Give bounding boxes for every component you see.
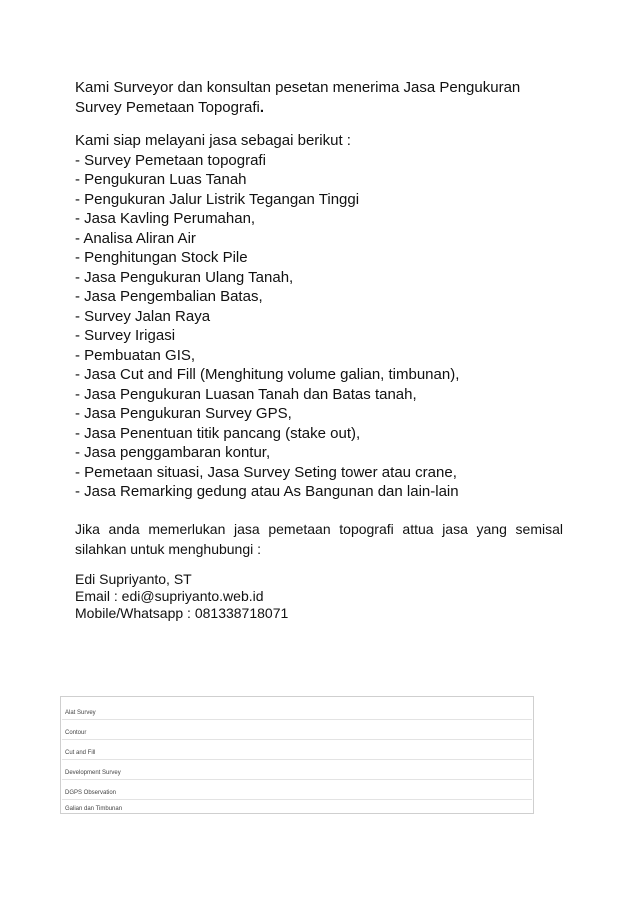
service-item: - Jasa Pengembalian Batas, bbox=[75, 288, 263, 305]
service-item: - Jasa Pengukuran Luasan Tanah dan Batas tanah, bbox=[75, 385, 417, 403]
intro-line-1: Kami Surveyor dan konsultan pesetan menerima Jasa Pengukuran bbox=[75, 79, 521, 96]
service-item: - Survey Jalan Raya bbox=[75, 307, 211, 325]
service-item: - Pengukuran Luas Tanah bbox=[75, 171, 247, 188]
contact-name: Edi Supriyanto, ST bbox=[75, 571, 192, 587]
tag-divider bbox=[62, 779, 532, 780]
service-item: - Jasa Pengukuran Survey GPS, bbox=[75, 405, 292, 422]
service-item: - Pembuatan GIS, bbox=[75, 346, 196, 364]
tag-divider bbox=[62, 719, 532, 720]
contact-request-paragraph bbox=[75, 519, 563, 559]
service-item: - Jasa Kavling Perumahan, bbox=[75, 210, 256, 227]
service-item: - Jasa Penentuan titik pancang (stake out), bbox=[75, 424, 361, 442]
service-item: - Jasa Pengukuran Ulang Tanah, bbox=[75, 268, 294, 286]
tag-item[interactable]: DGPS Observation bbox=[65, 790, 117, 796]
service-item: - Jasa Remarking gedung atau As Bangunan dan lain-lain bbox=[75, 483, 459, 500]
service-item: - Survey Pemetaan topografi bbox=[75, 151, 266, 169]
tag-divider bbox=[62, 739, 532, 740]
services-section bbox=[75, 131, 563, 502]
tag-item[interactable]: Cut and Fill bbox=[65, 750, 96, 756]
tag-item[interactable]: Alat Survey bbox=[65, 710, 96, 716]
service-item: - Pengukuran Jalur Listrik Tegangan Tinggi bbox=[75, 190, 360, 208]
tag-divider bbox=[62, 799, 532, 800]
tag-item[interactable]: Galian dan Timbunan bbox=[65, 806, 123, 812]
tag-list-box bbox=[60, 696, 534, 814]
intro-line-2 bbox=[75, 98, 563, 118]
service-item: - Survey Irigasi bbox=[75, 327, 176, 344]
contact-request-text: Jika anda memerlukan jasa pemetaan topografi attua jasa yang semisal silahkan untuk menghubungi : bbox=[75, 521, 563, 557]
services-list bbox=[75, 151, 563, 502]
service-item: - Penghitungan Stock Pile bbox=[75, 249, 248, 266]
intro-line-2-period: . bbox=[259, 98, 265, 116]
intro-line-2-text: Survey Pemetaan Topografi bbox=[75, 98, 260, 116]
intro-paragraph bbox=[75, 78, 563, 117]
service-item: - Analisa Aliran Air bbox=[75, 229, 196, 247]
service-item: - Pemetaan situasi, Jasa Survey Seting tower atau crane, bbox=[75, 463, 457, 481]
service-item: - Jasa Cut and Fill (Menghitung volume galian, timbunan), bbox=[75, 366, 460, 383]
services-heading: Kami siap melayani jasa sebagai berikut : bbox=[75, 132, 351, 149]
contact-info bbox=[75, 571, 563, 622]
contact-email: Email : edi@supriyanto.web.id bbox=[75, 588, 264, 604]
tag-item[interactable]: Development Survey bbox=[65, 770, 121, 776]
tag-item[interactable]: Contour bbox=[65, 730, 87, 736]
service-item: - Jasa penggambaran kontur, bbox=[75, 444, 271, 461]
contact-phone: Mobile/Whatsapp : 081338718071 bbox=[75, 605, 289, 621]
tag-divider bbox=[62, 759, 532, 760]
